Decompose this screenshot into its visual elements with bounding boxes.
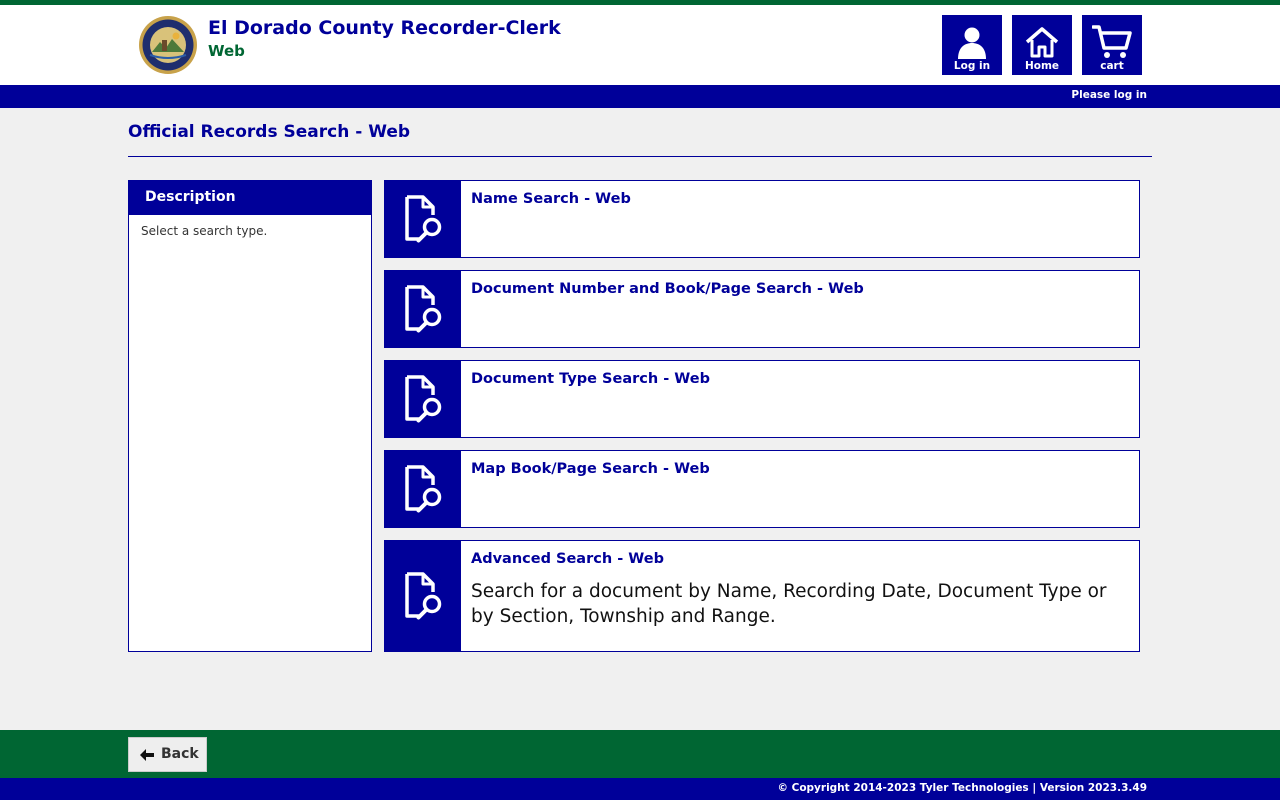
document-search-icon — [403, 571, 445, 621]
login-button[interactable] — [942, 15, 1002, 75]
site-subtitle: Web — [208, 42, 245, 60]
description-panel — [128, 180, 372, 652]
search-type-title: Name Search - Web — [471, 191, 631, 207]
document-search-icon — [403, 374, 445, 424]
county-seal-logo[interactable] — [138, 15, 198, 75]
cart-button[interactable] — [1082, 15, 1142, 75]
site-header — [0, 5, 1280, 85]
login-button-label: Log in — [953, 60, 991, 72]
card-icon-box — [385, 181, 461, 257]
arrow-left-icon — [139, 748, 155, 762]
card-icon-box — [385, 271, 461, 347]
search-type-title: Map Book/Page Search - Web — [471, 461, 710, 477]
search-type-map-book[interactable] — [384, 450, 1140, 528]
document-search-icon — [403, 284, 445, 334]
login-status-text: Please log in — [1071, 89, 1147, 101]
search-type-document-number[interactable] — [384, 270, 1140, 348]
back-button-label: Back — [161, 746, 199, 762]
cart-icon — [1092, 21, 1132, 61]
search-type-description: Search for a document by Name, Recording Date, Document Type or by Section, Township and Range. — [471, 581, 1107, 627]
search-type-document-type[interactable] — [384, 360, 1140, 438]
page-title: Official Records Search - Web — [128, 122, 411, 142]
description-heading: Description — [129, 181, 371, 215]
footer-bar — [0, 730, 1280, 778]
copyright-text: © Copyright 2014-2023 Tyler Technologies | Version 2023.3.49 — [777, 782, 1147, 794]
site-title: El Dorado County Recorder-Clerk — [208, 17, 561, 39]
card-icon-box — [385, 541, 461, 651]
card-icon-box — [385, 451, 461, 527]
home-button-label: Home — [1024, 60, 1060, 72]
search-type-title: Document Number and Book/Page Search - Web — [471, 281, 864, 297]
title-divider — [128, 156, 1152, 157]
card-icon-box — [385, 361, 461, 437]
home-button[interactable] — [1012, 15, 1072, 75]
user-icon — [954, 21, 990, 61]
cart-button-label: cart — [1100, 60, 1124, 72]
search-type-name-search[interactable] — [384, 180, 1140, 258]
description-text: Select a search type. — [141, 224, 268, 238]
copyright-bar — [0, 778, 1280, 800]
document-search-icon — [403, 464, 445, 514]
back-button[interactable] — [128, 737, 207, 772]
document-search-icon — [403, 194, 445, 244]
search-type-title: Advanced Search - Web — [471, 551, 664, 567]
top-navbar — [0, 85, 1280, 108]
search-type-title: Document Type Search - Web — [471, 371, 710, 387]
search-type-advanced[interactable] — [384, 540, 1140, 652]
home-icon — [1024, 21, 1060, 61]
